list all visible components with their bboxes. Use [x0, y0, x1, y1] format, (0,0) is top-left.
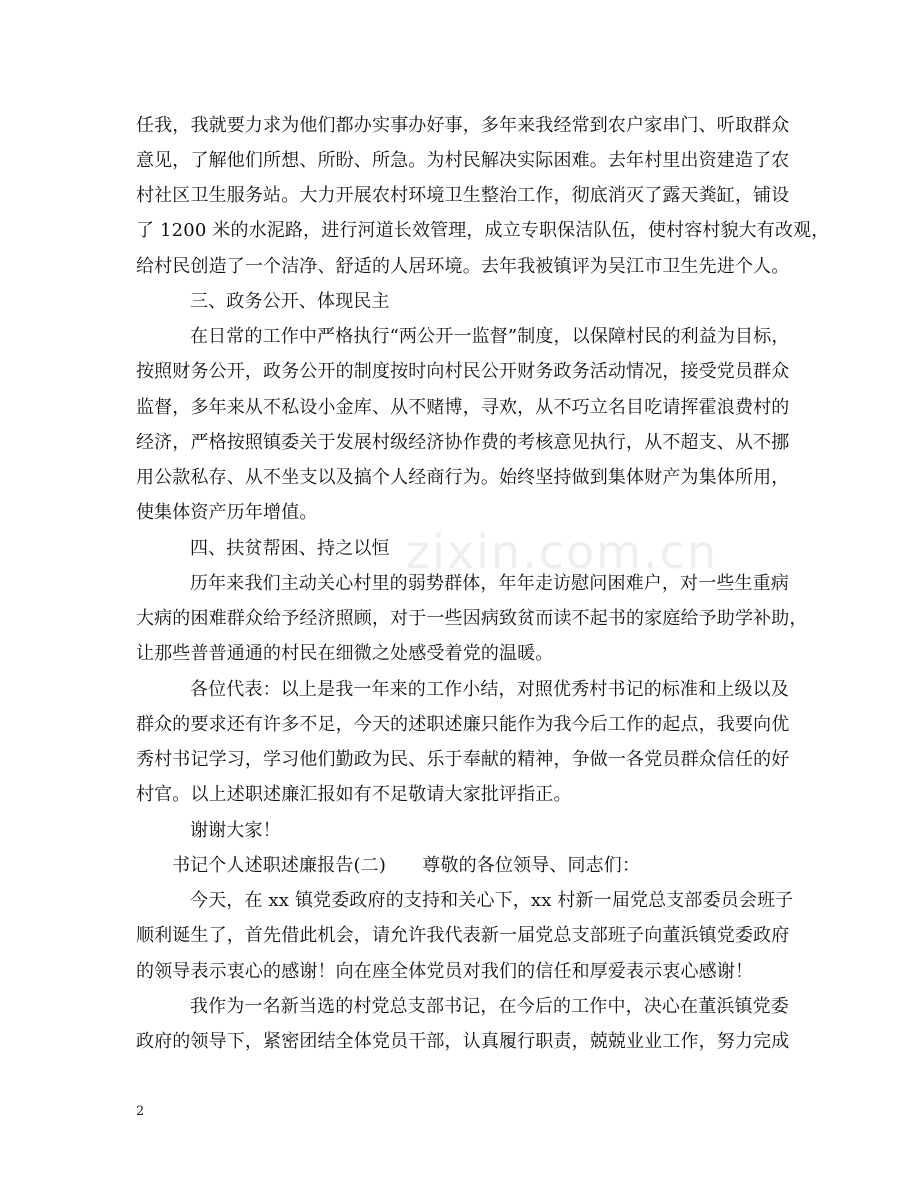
- text-line: 大病的困难群众给予经济照顾，对于一些因病致贫而读不起书的家庭给予助学补助，: [136, 608, 808, 629]
- text-line: 按照财务公开，政务公开的制度按时向村民公开财务政务活动情况，接受党员群众: [136, 361, 790, 382]
- text-line: 的领导表示衷心的感谢！向在座全体党员对我们的信任和厚爱表示衷心感谢！: [136, 961, 754, 982]
- watermark: zixin.com.cn: [406, 525, 719, 579]
- text-line: 村社区卫生服务站。大力开展农村环境卫生整治工作，彻底消灭了露天粪缸，铺设: [136, 185, 790, 206]
- text-line: 经济，严格按照镇委关于发展村级经济协作费的考核意见执行，从不超支、从不挪: [136, 432, 790, 453]
- text-line: 今天，在 xx 镇党委政府的支持和关心下，xx 村新一届党总支部委员会班子: [190, 890, 794, 911]
- report-title-line: 书记个人述职述廉报告(二) 尊敬的各位领导、同志们：: [172, 855, 641, 876]
- text-line: 任我，我就要力求为他们都办实事办好事，多年来我经常到农户家串门、听取群众: [136, 115, 790, 136]
- text-line: 各位代表：以上是我一年来的工作小结，对照优秀村书记的标准和上级以及: [190, 679, 789, 700]
- text-line: 给村民创造了一个洁净、舒适的人居环境。去年我被镇评为吴江市卫生先进个人。: [136, 256, 790, 277]
- text-line: 在日常的工作中严格执行“两公开一监督”制度，以保障村民的利益为目标，: [190, 326, 790, 347]
- text-line: 历年来我们主动关心村里的弱势群体，年年走访慰问困难户，对一些生重病: [190, 573, 789, 594]
- section-heading: 四、扶贫帮困、持之以恒: [190, 538, 390, 559]
- text-line: 村官。以上述职述廉汇报如有不足敬请大家批评指正。: [136, 784, 572, 805]
- text-line: 谢谢大家！: [190, 820, 281, 841]
- text-line: 监督，多年来从不私设小金库、从不赌博，寻欢，从不巧立名目吃请挥霍浪费村的: [136, 397, 790, 418]
- section-heading: 三、政务公开、体现民主: [190, 291, 390, 312]
- text-line: 使集体资产历年增值。: [136, 502, 318, 523]
- text-line: 顺利诞生了，首先借此机会，请允许我代表新一届党总支部班子向董浜镇党委政府: [136, 925, 790, 946]
- text-line: 秀村书记学习，学习他们勤政为民、乐于奉献的精神，争做一各党员群众信任的好: [136, 749, 790, 770]
- text-line: 意见，了解他们所想、所盼、所急。为村民解决实际困难。去年村里出资建造了农: [136, 150, 790, 171]
- text-line: 我作为一名新当选的村党总支部书记，在今后的工作中，决心在董浜镇党委: [190, 996, 789, 1017]
- text-line: 政府的领导下，紧密团结全体党员干部，认真履行职责，兢兢业业工作，努力完成: [136, 1031, 790, 1052]
- text-line: 群众的要求还有许多不足，今天的述职述廉只能作为我今后工作的起点，我要向优: [136, 714, 790, 735]
- text-line: 让那些普普通通的村民在细微之处感受着党的温暖。: [136, 643, 554, 664]
- text-line: 用公款私存、从不坐支以及搞个人经商行为。始终坚持做到集体财产为集体所用，: [136, 467, 790, 488]
- text-line: 了 1200 米的水泥路，进行河道长效管理，成立专职保洁队伍，使村容村貌大有改观，: [136, 220, 830, 241]
- page-number: 2: [136, 1104, 145, 1119]
